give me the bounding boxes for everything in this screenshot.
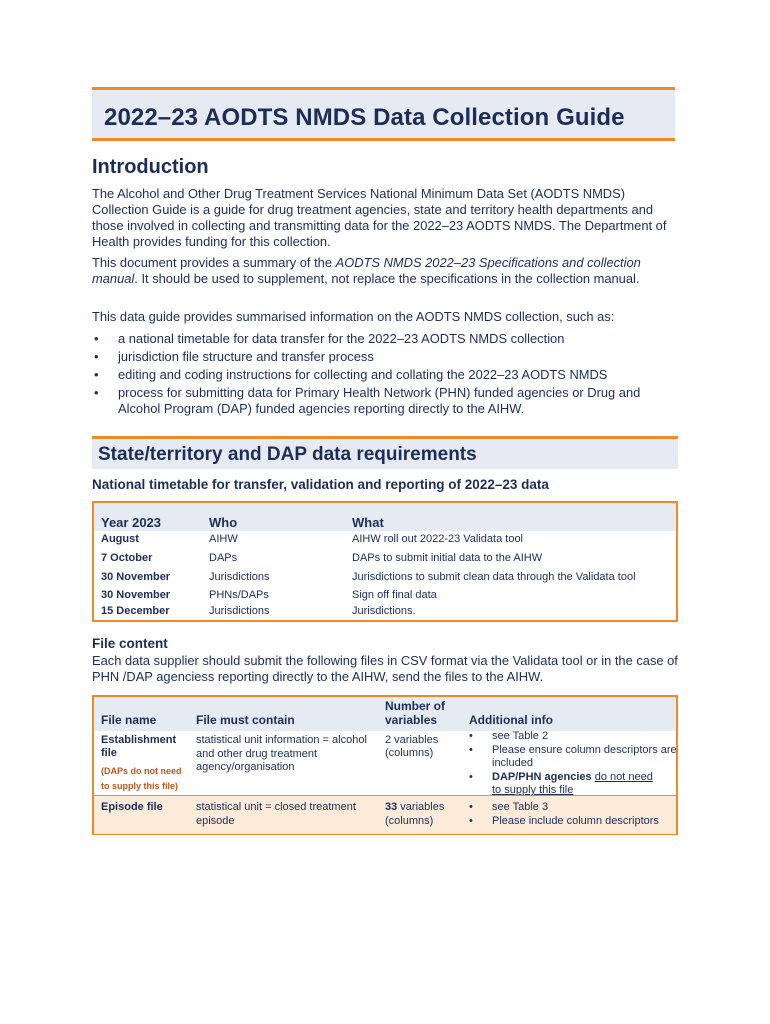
table-cell-date: 30 November (101, 571, 171, 583)
bullet-icon: • (94, 385, 99, 400)
intro-paragraph-2 (92, 255, 682, 287)
list-item (92, 331, 682, 347)
list-item (467, 771, 677, 798)
list-item (467, 730, 677, 744)
file-content-heading: File content (92, 636, 168, 651)
intro-paragraph-3: This data guide provides summarised information on the AODTS NMDS collection, such as: (92, 309, 615, 324)
dap-note-line2: to supply this file) (101, 781, 179, 791)
table-cell-what: AIHW roll out 2022-23 Validata tool (352, 533, 523, 545)
section-banner (92, 436, 678, 469)
table-cell-what: Jurisdictions. (352, 605, 416, 617)
table-cell-date: 15 December (101, 605, 170, 617)
episode-variables-line1 (385, 801, 444, 815)
establishment-file-name-line2: file (101, 747, 117, 759)
table-cell-what: Jurisdictions to submit clean data through the Validata tool (352, 571, 636, 583)
table-cell-who: DAPs (209, 552, 238, 564)
table-cell-date: 7 October (101, 552, 153, 564)
episode-variables-label: variables (397, 801, 445, 813)
column-header-variables-line1: Number of (385, 699, 445, 713)
bullet-text: jurisdiction file structure and transfer process (118, 349, 374, 364)
info-underlined-text: to supply this file (492, 784, 574, 796)
list-item (92, 349, 682, 365)
table-cell-what: Sign off final data (352, 589, 437, 601)
episode-info-list (467, 801, 677, 828)
bullet-icon: • (94, 331, 99, 346)
establishment-info-list (467, 730, 677, 798)
bullet-icon: • (469, 801, 473, 813)
column-header-additional-info: Additional info (469, 713, 553, 727)
column-header-file-must-contain: File must contain (196, 713, 295, 727)
intro-bullet-list (92, 331, 682, 419)
info-text: see Table 3 (492, 801, 549, 813)
manual-title-italic: AODTS NMDS 2022–23 Specifications and collection manual (92, 255, 641, 286)
info-text: Please ensure column descriptors are included (492, 743, 677, 769)
timetable-heading: National timetable for transfer, validation and reporting of 2022–23 data (92, 477, 549, 492)
table-cell-what: DAPs to submit initial data to the AIHW (352, 552, 543, 564)
section-heading: State/territory and DAP data requirements (98, 444, 477, 465)
table-cell-who: AIHW (209, 533, 238, 545)
intro-p2-post: . It should be used to supplement, not replace the specifications in the collection manual. (134, 271, 640, 286)
page-title: 2022–23 AODTS NMDS Data Collection Guide (104, 104, 625, 131)
episode-variables-count: 33 (385, 801, 398, 813)
info-bold-text: DAP/PHN agencies (492, 770, 592, 783)
table-header-row (94, 503, 676, 531)
timetable-table (92, 501, 678, 622)
table-cell-date: August (101, 533, 139, 545)
bullet-icon: • (94, 349, 99, 364)
episode-file-contains: statistical unit = closed treatment episode (196, 801, 356, 827)
episode-file-name: Episode file (101, 801, 163, 813)
establishment-variables-line1: 2 variables (385, 734, 439, 746)
file-content-table (92, 695, 678, 835)
column-header-what: What (352, 515, 384, 530)
establishment-variables-line2: (columns) (385, 747, 434, 759)
table-cell-who: PHNs/DAPs (209, 589, 269, 601)
column-header-variables-line2: variables (385, 713, 438, 727)
episode-variables-line2: (columns) (385, 815, 434, 827)
title-banner (92, 87, 675, 141)
bullet-text: editing and coding instructions for collecting and collating the 2022–23 AODTS NMDS (118, 367, 608, 382)
bullet-icon: • (469, 770, 473, 783)
info-text: Please include column descriptors (492, 814, 659, 827)
column-header-file-name: File name (101, 713, 157, 727)
bullet-icon: • (94, 367, 99, 382)
column-header-who: Who (209, 515, 238, 530)
intro-heading: Introduction (92, 156, 209, 178)
list-item (92, 367, 682, 383)
bullet-icon: • (469, 730, 473, 742)
dap-note-line1: (DAPs do not need (101, 766, 182, 776)
bullet-icon: • (469, 743, 473, 756)
table-cell-date: 30 November (101, 589, 171, 601)
info-text: see Table 2 (492, 730, 549, 742)
info-underlined-text: do not need (594, 770, 653, 783)
establishment-file-name-line1: Establishment (101, 734, 177, 746)
table-cell-who: Jurisdictions (209, 571, 270, 583)
column-header-year: Year 2023 (101, 515, 162, 530)
table-cell-who: Jurisdictions (209, 605, 270, 617)
list-item (467, 801, 677, 815)
bullet-icon: • (469, 814, 473, 827)
establishment-file-contains: statistical unit information = alcohol and other drug treatment agency/organisation (196, 734, 367, 773)
bullet-text: process for submitting data for Primary Health Network (PHN) funded agencies or Drug and Alcohol Program (DAP) funded agencies reporting directly to the AIHW. (118, 385, 641, 416)
bullet-text: a national timetable for data transfer for the 2022–23 AODTS NMDS collection (118, 331, 565, 346)
list-item (467, 744, 677, 771)
list-item (92, 385, 682, 417)
list-item (467, 815, 677, 829)
intro-p2-pre: This document provides a summary of the (92, 255, 336, 270)
intro-paragraph-1: The Alcohol and Other Drug Treatment Services National Minimum Data Set (AODTS NMDS) Collection Guide is a guide for drug treatment agencies, state and territory health departments and those involved in collecting and transmitting data for the 2022–23 AODTS NMDS. The Department of Health provides funding for this collection. (92, 186, 667, 249)
file-content-paragraph: Each data supplier should submit the following files in CSV format via the Validata tool or in the case of PHN /DAP agenciess reporting directly to the AIHW, send the files to the AIHW. (92, 653, 678, 684)
